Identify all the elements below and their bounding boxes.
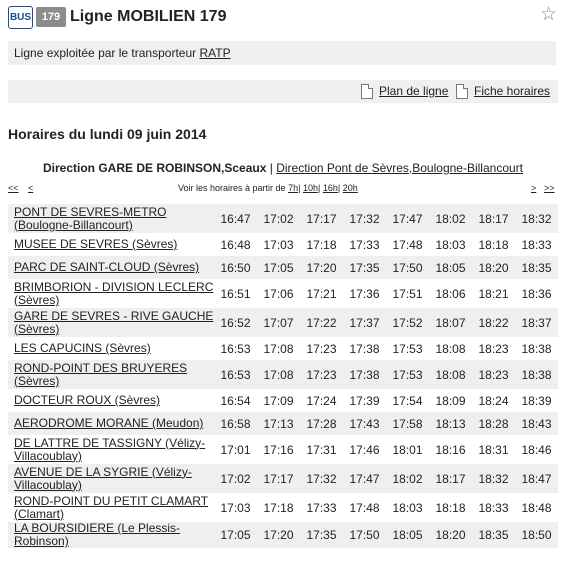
bus-icon: BUS bbox=[8, 6, 33, 29]
departure-time: 17:39 bbox=[349, 393, 380, 408]
departure-time: 18:24 bbox=[478, 393, 509, 408]
departure-time: 17:05 bbox=[257, 256, 300, 279]
table-row bbox=[8, 435, 558, 464]
operator-prefix: Ligne exploitée par le transporteur bbox=[14, 46, 200, 60]
hour-jump bbox=[178, 183, 358, 193]
departure-time: 17:21 bbox=[306, 286, 337, 301]
departure-time: 18:06 bbox=[435, 286, 466, 301]
stop-name-link[interactable]: MUSEE DE SEVRES (Sèvres) bbox=[14, 237, 178, 251]
first-page-link[interactable]: << bbox=[8, 183, 19, 193]
hour-separator: | bbox=[298, 183, 301, 193]
departure-time: 17:53 bbox=[392, 341, 423, 356]
departure-time: 17:47 bbox=[386, 204, 429, 233]
departure-time: 16:58 bbox=[214, 412, 257, 435]
departure-time: 16:54 bbox=[220, 393, 251, 408]
document-icon bbox=[361, 84, 373, 99]
departure-time: 17:23 bbox=[306, 341, 337, 356]
departure-time: 18:31 bbox=[478, 442, 509, 457]
departure-time: 17:53 bbox=[386, 360, 429, 389]
table-row bbox=[8, 493, 558, 522]
departure-time: 18:43 bbox=[515, 412, 558, 435]
stop-name-link[interactable]: AERODROME MORANE (Meudon) bbox=[8, 412, 214, 435]
departure-time: 16:47 bbox=[214, 204, 257, 233]
table-row bbox=[8, 256, 558, 279]
departure-time: 17:23 bbox=[300, 360, 343, 389]
table-row bbox=[8, 233, 558, 256]
departure-time: 17:03 bbox=[263, 237, 294, 252]
departure-time: 17:43 bbox=[343, 412, 386, 435]
departure-time: 18:37 bbox=[515, 308, 558, 337]
departure-time: 17:54 bbox=[392, 393, 423, 408]
departure-time: 18:20 bbox=[472, 256, 515, 279]
hour-separator: | bbox=[337, 183, 341, 193]
departure-time: 17:32 bbox=[300, 464, 343, 493]
departure-time: 18:18 bbox=[435, 500, 466, 515]
stop-name-link[interactable]: GARE DE SEVRES - RIVE GAUCHE (Sèvres) bbox=[8, 308, 214, 337]
departure-time: 17:32 bbox=[343, 204, 386, 233]
departure-time: 18:23 bbox=[478, 341, 509, 356]
departure-time: 17:09 bbox=[263, 393, 294, 408]
document-icon bbox=[456, 84, 468, 99]
departure-time: 17:03 bbox=[220, 500, 251, 515]
hour-20h-link[interactable]: 20h bbox=[342, 183, 358, 193]
departure-time: 18:08 bbox=[429, 360, 472, 389]
departure-time: 18:20 bbox=[429, 522, 472, 548]
departure-time: 18:22 bbox=[472, 308, 515, 337]
departure-time: 18:09 bbox=[435, 393, 466, 408]
direction-selector bbox=[8, 161, 558, 175]
direction-separator: | bbox=[266, 161, 277, 175]
departure-time: 18:39 bbox=[521, 393, 552, 408]
other-direction-link[interactable]: Direction Pont de Sèvres,Boulogne-Billancourt bbox=[276, 161, 523, 175]
departure-time: 17:08 bbox=[257, 360, 300, 389]
page-header bbox=[8, 6, 558, 30]
table-row bbox=[8, 522, 558, 548]
departure-time: 17:38 bbox=[343, 360, 386, 389]
current-direction: Direction GARE DE ROBINSON,Sceaux bbox=[43, 161, 267, 175]
departure-time: 18:18 bbox=[478, 237, 509, 252]
departure-time: 18:50 bbox=[515, 522, 558, 548]
departure-time: 17:35 bbox=[343, 256, 386, 279]
departure-time: 17:20 bbox=[257, 522, 300, 548]
departure-time: 18:23 bbox=[472, 360, 515, 389]
departure-time: 18:03 bbox=[392, 500, 423, 515]
hour-10h-link[interactable]: 10h bbox=[302, 183, 318, 193]
page-title: Ligne MOBILIEN 179 bbox=[70, 8, 227, 25]
departure-time: 18:21 bbox=[478, 286, 509, 301]
departure-time: 17:58 bbox=[386, 412, 429, 435]
table-row bbox=[8, 464, 558, 493]
departure-time: 17:07 bbox=[257, 308, 300, 337]
departure-time: 18:07 bbox=[429, 308, 472, 337]
departure-time: 17:20 bbox=[300, 256, 343, 279]
departure-time: 18:13 bbox=[429, 412, 472, 435]
hour-16h-link[interactable]: 16h bbox=[322, 183, 338, 193]
stop-name-link[interactable]: LA BOURSIDIERE (Le Plessis-Robinson) bbox=[8, 522, 214, 548]
departure-time: 17:46 bbox=[349, 442, 380, 457]
departure-time: 18:17 bbox=[472, 204, 515, 233]
departure-time: 18:16 bbox=[435, 442, 466, 457]
departure-time: 17:08 bbox=[263, 341, 294, 356]
departure-time: 17:18 bbox=[263, 500, 294, 515]
stop-name-link[interactable]: DE LATTRE DE TASSIGNY (Vélizy-Villacoublay) bbox=[14, 435, 206, 463]
table-row bbox=[8, 389, 558, 412]
line-number-badge: 179 bbox=[36, 7, 66, 27]
departure-time: 18:47 bbox=[515, 464, 558, 493]
departure-time: 17:13 bbox=[257, 412, 300, 435]
departure-time: 16:50 bbox=[214, 256, 257, 279]
departure-time: 18:46 bbox=[521, 442, 552, 457]
table-row bbox=[8, 204, 558, 233]
departure-time: 18:05 bbox=[386, 522, 429, 548]
departure-time: 17:48 bbox=[392, 237, 423, 252]
departure-time: 17:37 bbox=[343, 308, 386, 337]
table-row bbox=[8, 412, 558, 435]
departure-time: 18:17 bbox=[429, 464, 472, 493]
departure-time: 18:38 bbox=[521, 341, 552, 356]
departure-time: 18:02 bbox=[386, 464, 429, 493]
hour-jump-label: Voir les horaires à partir de bbox=[178, 183, 289, 193]
departure-time: 17:50 bbox=[386, 256, 429, 279]
stop-name-link[interactable]: PARC DE SAINT-CLOUD (Sèvres) bbox=[8, 256, 214, 279]
departure-time: 16:52 bbox=[214, 308, 257, 337]
departure-time: 18:38 bbox=[515, 360, 558, 389]
departure-time: 17:05 bbox=[214, 522, 257, 548]
stop-name-link[interactable]: ROND-POINT DES BRUYERES (Sèvres) bbox=[8, 360, 214, 389]
departure-time: 17:17 bbox=[300, 204, 343, 233]
departure-time: 17:28 bbox=[300, 412, 343, 435]
departure-time: 18:33 bbox=[478, 500, 509, 515]
departure-time: 18:05 bbox=[429, 256, 472, 279]
departure-time: 18:01 bbox=[392, 442, 423, 457]
departure-time: 18:28 bbox=[472, 412, 515, 435]
departure-time: 17:02 bbox=[257, 204, 300, 233]
departure-time: 17:31 bbox=[306, 442, 337, 457]
operator-info bbox=[8, 41, 556, 65]
departure-time: 17:17 bbox=[257, 464, 300, 493]
departure-time: 17:35 bbox=[300, 522, 343, 548]
prev-page-link[interactable]: < bbox=[28, 183, 34, 193]
departure-time: 17:33 bbox=[306, 500, 337, 515]
departure-time: 17:48 bbox=[349, 500, 380, 515]
operator-link[interactable]: RATP bbox=[199, 46, 231, 60]
fiche-horaires-link[interactable]: Fiche horaires bbox=[474, 84, 551, 98]
schedule-date-heading: Horaires du lundi 09 juin 2014 bbox=[8, 126, 207, 142]
departure-time: 17:01 bbox=[220, 442, 251, 457]
departure-time: 18:35 bbox=[515, 256, 558, 279]
stop-name-link[interactable]: LES CAPUCINS (Sèvres) bbox=[14, 341, 151, 355]
departure-time: 16:51 bbox=[220, 286, 251, 301]
departure-time: 18:33 bbox=[521, 237, 552, 252]
table-row bbox=[8, 360, 558, 389]
departure-time: 17:36 bbox=[349, 286, 380, 301]
time-navigation bbox=[8, 183, 558, 197]
stop-name-link[interactable]: ROND-POINT DU PETIT CLAMART (Clamart) bbox=[14, 493, 209, 521]
departure-time: 17:18 bbox=[306, 237, 337, 252]
departure-time: 17:38 bbox=[349, 341, 380, 356]
last-page-link[interactable]: >> bbox=[544, 183, 555, 193]
star-icon[interactable]: ☆ bbox=[540, 4, 558, 25]
departure-time: 18:48 bbox=[521, 500, 552, 515]
stop-name-link[interactable]: BRIMBORION - DIVISION LECLERC (Sèvres) bbox=[14, 279, 214, 307]
stop-name-link[interactable]: AVENUE DE LA SYGRIE (Vélizy-Villacoublay) bbox=[8, 464, 214, 493]
hour-separator: | bbox=[317, 183, 321, 193]
hour-7h-link[interactable]: 7h bbox=[288, 183, 299, 193]
departure-time: 18:32 bbox=[515, 204, 558, 233]
departure-time: 18:03 bbox=[435, 237, 466, 252]
departure-time: 17:33 bbox=[349, 237, 380, 252]
departure-time: 17:06 bbox=[263, 286, 294, 301]
departure-time: 18:08 bbox=[435, 341, 466, 356]
document-links-bar bbox=[8, 80, 558, 103]
departure-time: 18:36 bbox=[521, 286, 552, 301]
departure-time: 16:53 bbox=[214, 360, 257, 389]
departure-time: 18:35 bbox=[472, 522, 515, 548]
timetable bbox=[8, 204, 558, 548]
departure-time: 17:47 bbox=[343, 464, 386, 493]
next-page-link[interactable]: > bbox=[531, 183, 537, 193]
departure-time: 17:52 bbox=[386, 308, 429, 337]
departure-time: 18:02 bbox=[429, 204, 472, 233]
stop-name-link[interactable]: DOCTEUR ROUX (Sèvres) bbox=[14, 393, 161, 407]
departure-time: 17:51 bbox=[392, 286, 423, 301]
table-row bbox=[8, 337, 558, 360]
table-row bbox=[8, 308, 558, 337]
table-row bbox=[8, 279, 558, 308]
stop-name-link[interactable]: PONT DE SEVRES-METRO (Boulogne-Billancourt) bbox=[8, 204, 214, 233]
departure-time: 16:53 bbox=[220, 341, 251, 356]
departure-time: 17:02 bbox=[214, 464, 257, 493]
departure-time: 17:16 bbox=[263, 442, 294, 457]
departure-time: 17:22 bbox=[300, 308, 343, 337]
plan-de-ligne-link[interactable]: Plan de ligne bbox=[379, 84, 449, 98]
departure-time: 18:32 bbox=[472, 464, 515, 493]
departure-time: 16:48 bbox=[220, 237, 251, 252]
departure-time: 17:24 bbox=[306, 393, 337, 408]
departure-time: 17:50 bbox=[343, 522, 386, 548]
